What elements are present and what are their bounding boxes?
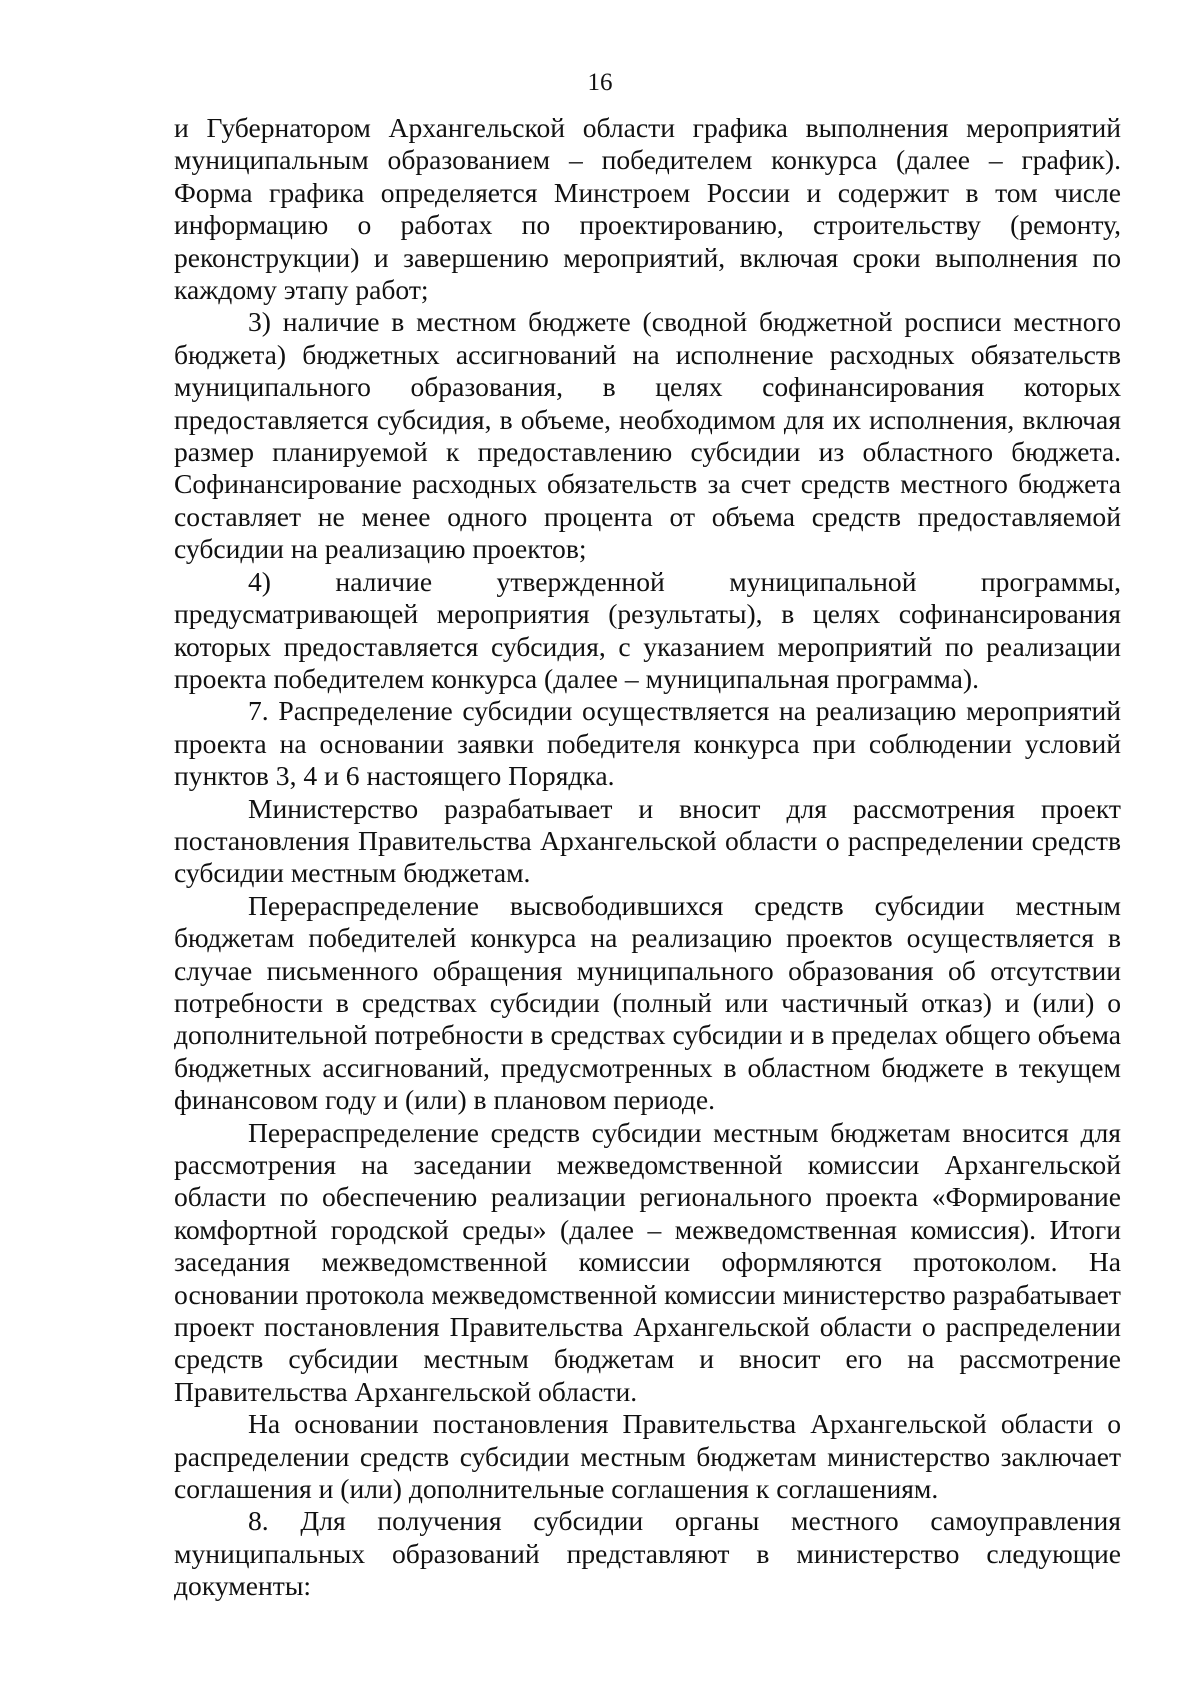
paragraph-item-4-municipal-program: 4) наличие утвержденной муниципальной программы, предусматривающей мероприятия (результаты), в целях софинансирования которых предоставляется субсидия, с указанием мероприятий по реализации проекта победителем конкурса (далее – муниципальная программа).	[174, 565, 1121, 694]
document-body	[174, 112, 1121, 1603]
paragraph-redistribution-released-funds: Перераспределение высвободившихся средств субсидии местным бюджетам победителей конкурса на реализацию проектов осуществляется в случае письменного обращения муниципального образования об отсутствии потребности в средствах субсидии (полный или частичный отказ) и (или) о дополнительной потребности в средствах субсидии и в пределах общего объема бюджетных ассигнований, предусмотренных в областном бюджете в текущем финансовом году и (или) в плановом периоде.	[174, 889, 1121, 1116]
paragraph-section-7-distribution: 7. Распределение субсидии осуществляется на реализацию мероприятий проекта на основании заявки победителя конкурса при соблюдении условий пунктов 3, 4 и 6 настоящего Порядка.	[174, 695, 1121, 792]
paragraph-continuation-graph: и Губернатором Архангельской области графика выполнения мероприятий муниципальным образованием – победителем конкурса (далее – график). Форма графика определяется Минстроем России и содержит в том числе информацию о работах по проектированию, строительству (ремонту, реконструкции) и завершению мероприятий, включая сроки выполнения по каждому этапу работ;	[174, 112, 1121, 306]
paragraph-ministry-draft: Министерство разрабатывает и вносит для рассмотрения проект постановления Правительства Архангельской области о распределении средств субсидии местным бюджетам.	[174, 792, 1121, 889]
paragraph-item-3-local-budget: 3) наличие в местном бюджете (сводной бюджетной росписи местного бюджета) бюджетных ассигнований на исполнение расходных обязательств муниципального образования, в целях софинансирования которых предоставляется субсидия, в объеме, необходимом для их исполнения, включая размер планируемой к предоставлению субсидии из областного бюджета. Софинансирование расходных обязательств за счет средств местного бюджета составляет не менее одного процента от объема средств предоставляемой субсидии на реализацию проектов;	[174, 306, 1121, 565]
paragraph-redistribution-commission: Перераспределение средств субсидии местным бюджетам вносится для рассмотрения на заседании межведомственной комиссии Архангельской области по обеспечению реализации регионального проекта «Формирование комфортной городской среды» (далее – межведомственная комиссия). Итоги заседания межведомственной комиссии оформляются протоколом. На основании протокола межведомственной комиссии министерство разрабатывает проект постановления Правительства Архангельской области о распределении средств субсидии местным бюджетам и вносит его на рассмотрение Правительства Архангельской области.	[174, 1116, 1121, 1407]
page-number: 16	[587, 69, 613, 96]
paragraph-agreements: На основании постановления Правительства Архангельской области о распределении средств субсидии местным бюджетам министерство заключает соглашения и (или) дополнительные соглашения к соглашениям.	[174, 1408, 1121, 1505]
paragraph-section-8-documents: 8. Для получения субсидии органы местного самоуправления муниципальных образований представляют в министерство следующие документы:	[174, 1505, 1121, 1602]
